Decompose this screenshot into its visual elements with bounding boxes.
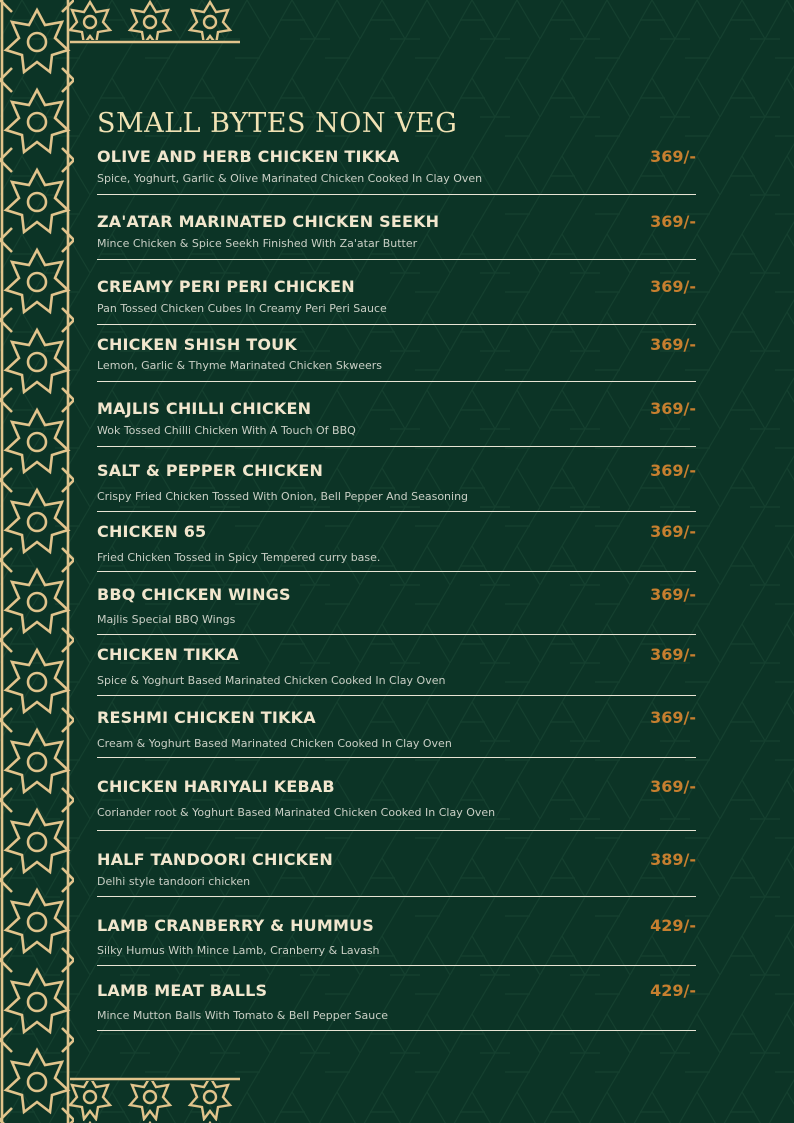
item-name: BBQ CHICKEN WINGS <box>97 585 291 604</box>
item-description: Cream & Yoghurt Based Marinated Chicken Cooked In Clay Oven <box>97 737 452 750</box>
item-price: 369/- <box>650 522 696 541</box>
divider <box>97 695 696 696</box>
item-description: Spice & Yoghurt Based Marinated Chicken Cooked In Clay Oven <box>97 674 446 687</box>
item-name: RESHMI CHICKEN TIKKA <box>97 708 316 727</box>
item-price: 369/- <box>650 335 696 354</box>
divider <box>97 446 696 447</box>
divider <box>97 1030 696 1031</box>
item-name: CHICKEN TIKKA <box>97 645 239 664</box>
item-price: 369/- <box>650 277 696 296</box>
item-name: HALF TANDOORI CHICKEN <box>97 850 333 869</box>
item-description: Majlis Special BBQ Wings <box>97 613 236 626</box>
divider <box>97 965 696 966</box>
item-name: ZA'ATAR MARINATED CHICKEN SEEKH <box>97 212 440 231</box>
item-description: Coriander root & Yoghurt Based Marinated Chicken Cooked In Clay Oven <box>97 806 496 819</box>
divider <box>97 324 696 325</box>
item-description: Mince Mutton Balls With Tomato & Bell Pepper Sauce <box>97 1009 389 1022</box>
item-price: 389/- <box>650 850 696 869</box>
section-title: SMALL BYTES NON VEG <box>97 108 458 140</box>
item-price: 429/- <box>650 916 696 935</box>
item-name: CHICKEN 65 <box>97 522 207 541</box>
item-description: Fried Chicken Tossed in Spicy Tempered curry base. <box>97 551 381 564</box>
item-description: Crispy Fried Chicken Tossed With Onion, Bell Pepper And Seasoning <box>97 490 469 503</box>
item-price: 369/- <box>650 147 696 166</box>
bottom-ornamental-border <box>60 1075 240 1123</box>
item-name: LAMB CRANBERRY & HUMMUS <box>97 916 375 935</box>
divider <box>97 571 696 572</box>
item-description: Pan Tossed Chicken Cubes In Creamy Peri Peri Sauce <box>97 302 387 315</box>
item-name: LAMB MEAT BALLS <box>97 981 268 1000</box>
divider <box>97 830 696 831</box>
item-name: SALT & PEPPER CHICKEN <box>97 461 324 480</box>
item-name: CHICKEN HARIYALI KEBAB <box>97 777 335 796</box>
item-price: 369/- <box>650 461 696 480</box>
divider <box>97 896 696 897</box>
item-description: Mince Chicken & Spice Seekh Finished With Za'atar Butter <box>97 237 418 250</box>
divider <box>97 634 696 635</box>
item-price: 369/- <box>650 212 696 231</box>
item-name: OLIVE AND HERB CHICKEN TIKKA <box>97 147 400 166</box>
item-price: 369/- <box>650 777 696 796</box>
item-name: CHICKEN SHISH TOUK <box>97 335 297 354</box>
divider <box>97 511 696 512</box>
divider <box>97 259 696 260</box>
item-description: Spice, Yoghurt, Garlic & Olive Marinated Chicken Cooked In Clay Oven <box>97 172 483 185</box>
top-ornamental-border <box>60 0 240 46</box>
left-ornamental-border <box>0 0 74 1123</box>
item-price: 369/- <box>650 399 696 418</box>
item-price: 369/- <box>650 645 696 664</box>
divider <box>97 194 696 195</box>
item-name: MAJLIS CHILLI CHICKEN <box>97 399 312 418</box>
item-name: CREAMY PERI PERI CHICKEN <box>97 277 355 296</box>
item-price: 369/- <box>650 708 696 727</box>
item-description: Wok Tossed Chilli Chicken With A Touch Of BBQ <box>97 424 356 437</box>
divider <box>97 757 696 758</box>
divider <box>97 381 696 382</box>
item-description: Lemon, Garlic & Thyme Marinated Chicken Skweers <box>97 359 383 372</box>
item-description: Silky Humus With Mince Lamb, Cranberry & Lavash <box>97 944 380 957</box>
item-description: Delhi style tandoori chicken <box>97 875 251 888</box>
item-price: 369/- <box>650 585 696 604</box>
item-price: 429/- <box>650 981 696 1000</box>
